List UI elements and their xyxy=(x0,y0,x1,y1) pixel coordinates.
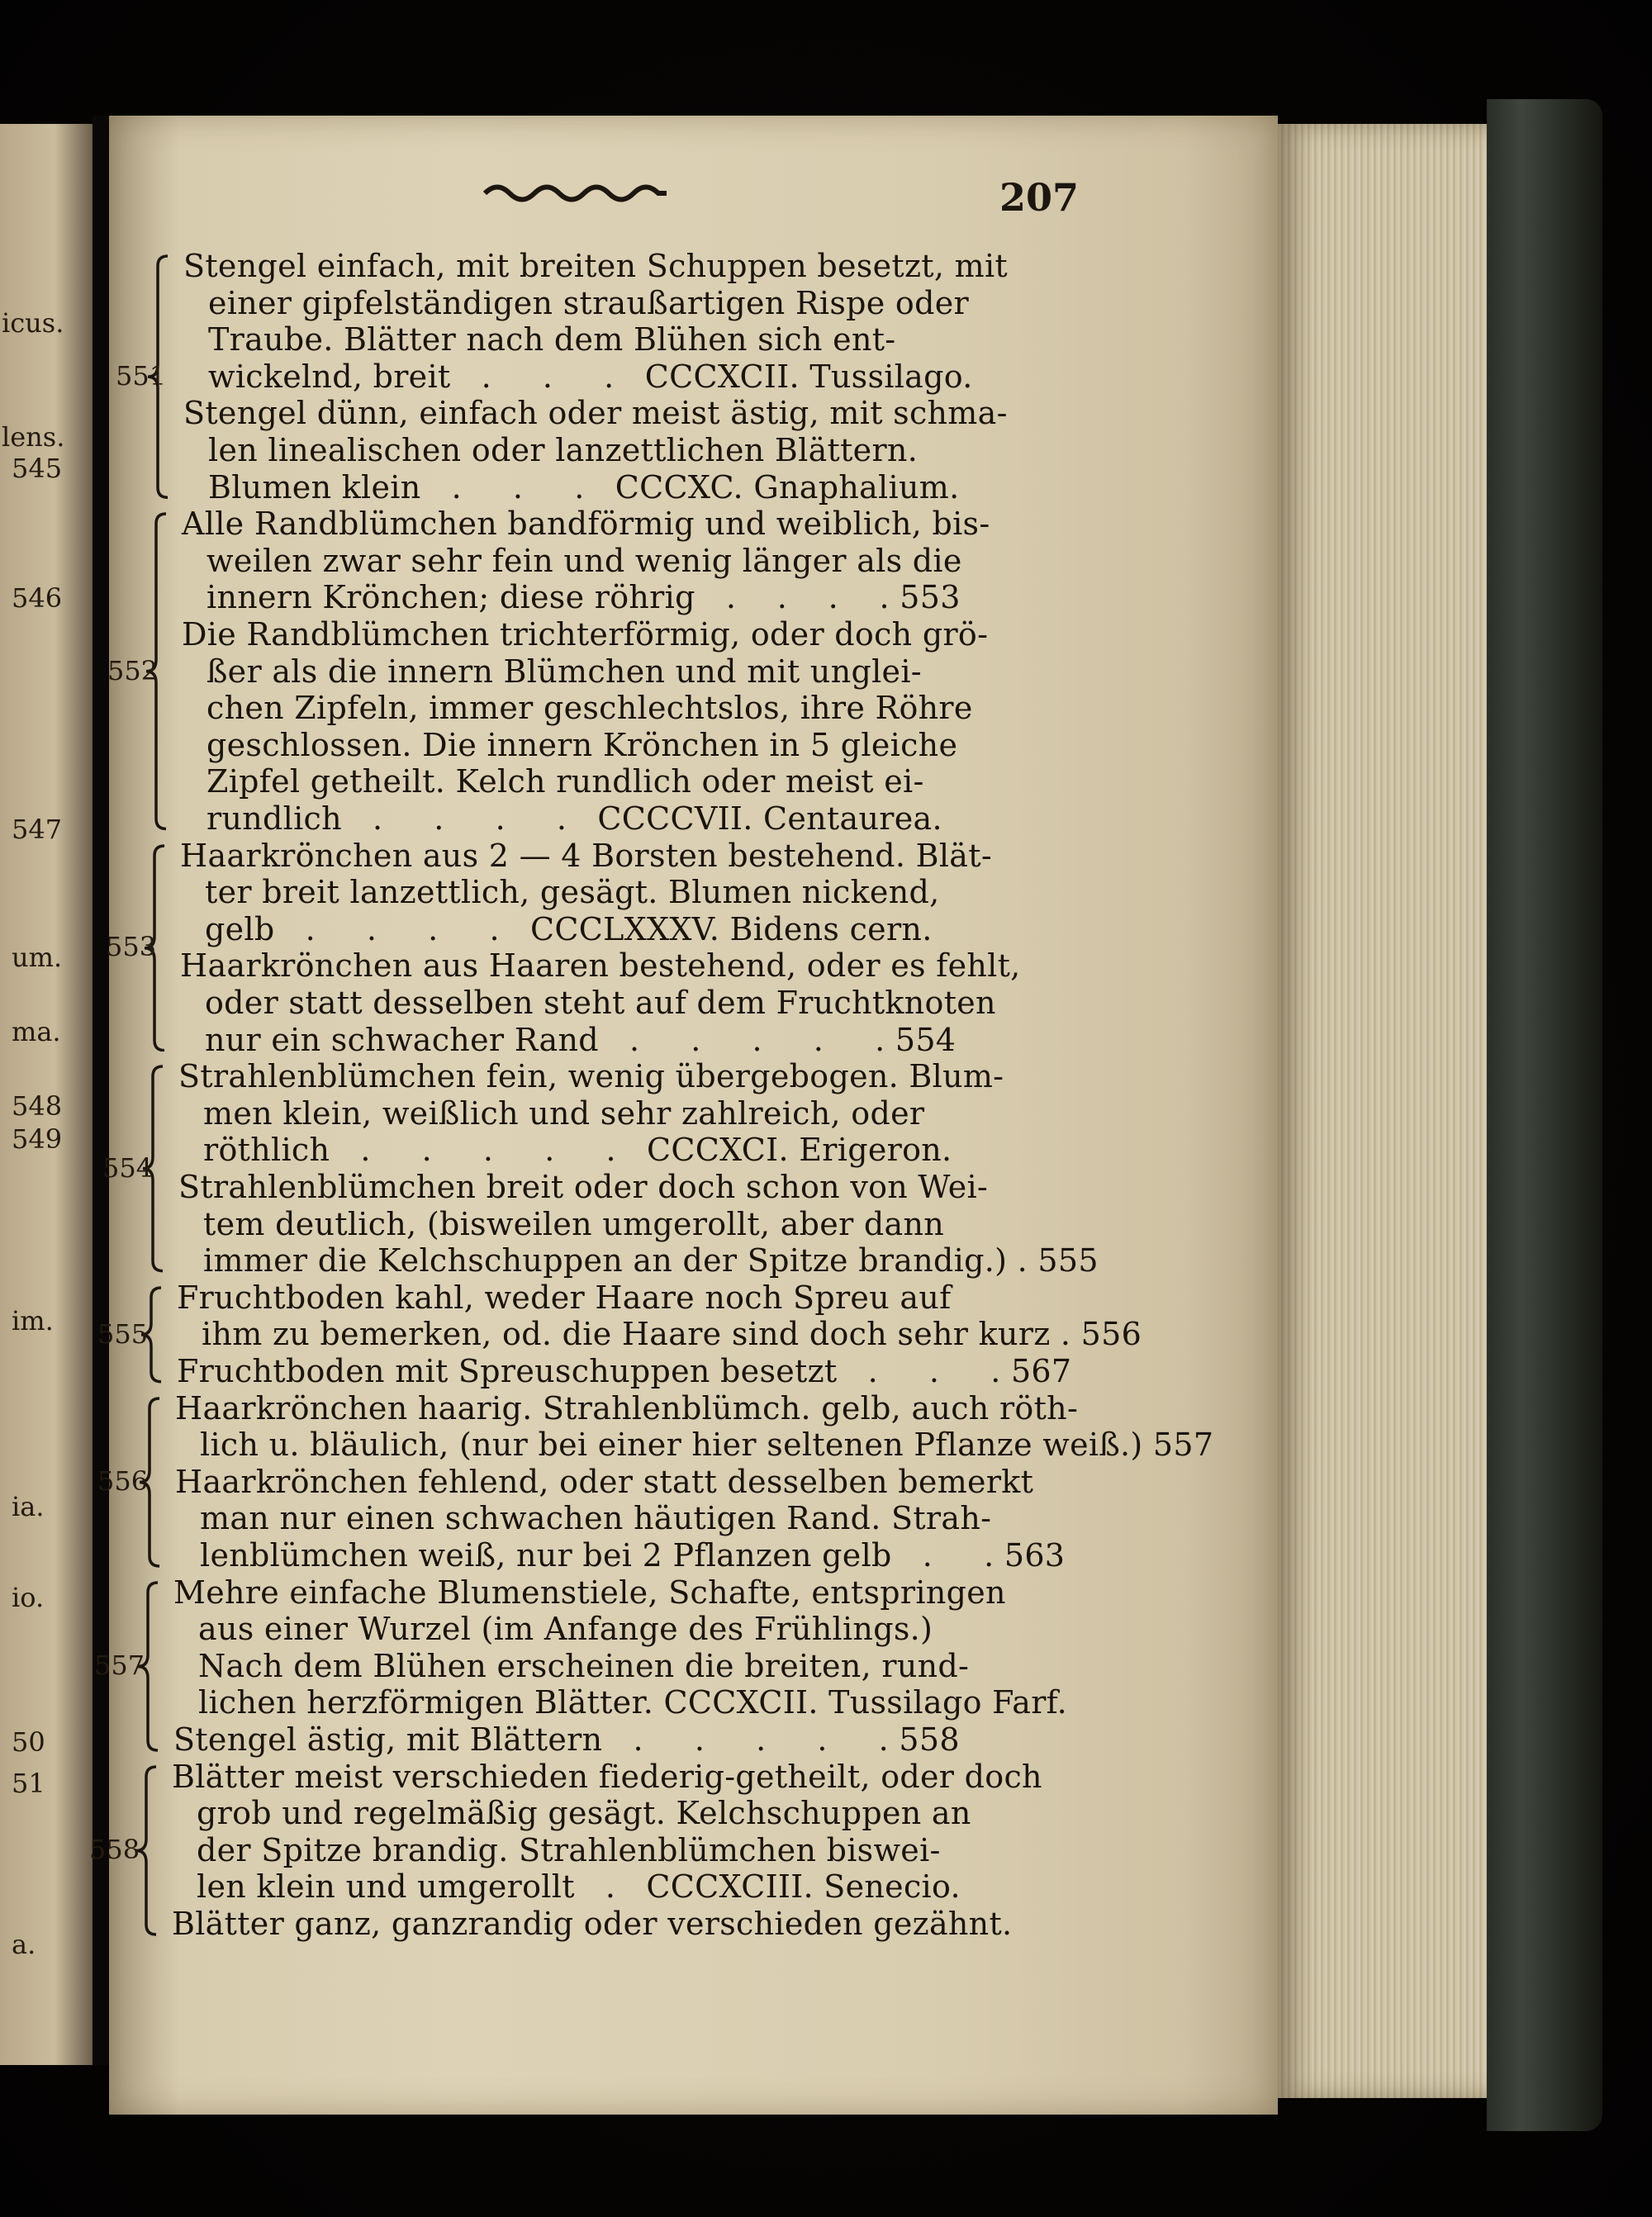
margin-fragment: io. xyxy=(12,1582,45,1613)
key-line: lenblümchen weiß, nur bei 2 Pflanzen gelb . . 563 xyxy=(200,1537,1066,1574)
key-line: nur ein schwacher Rand . . . . . 554 xyxy=(205,1021,957,1058)
key-line: einer gipfelständigen straußartigen Rispe oder xyxy=(208,284,969,321)
key-line: gelb . . . . CCCLXXXV. Bidens cern. xyxy=(205,910,933,947)
couplet-number: 555 xyxy=(97,1317,149,1350)
key-line: Stengel ästig, mit Blättern . . . . . 558 xyxy=(173,1721,960,1758)
key-line: ßer als die innern Blümchen und mit unglei- xyxy=(206,653,922,690)
key-line: Blumen klein . . . CCCXC. Gnaphalium. xyxy=(208,468,960,506)
head-ornament xyxy=(483,183,669,203)
key-line: grob und regelmäßig gesägt. Kelchschuppen an xyxy=(197,1795,971,1832)
margin-fragment: 51 xyxy=(12,1768,45,1799)
key-line: oder statt desselben steht auf dem Fruchtknoten xyxy=(205,985,996,1021)
key-line: Haarkrönchen fehlend, oder statt desselben bemerkt xyxy=(175,1463,1034,1500)
key-line: Strahlenblümchen fein, wenig übergebogen. Blum- xyxy=(178,1058,1004,1095)
margin-fragment: 548 xyxy=(12,1090,63,1122)
margin-fragment: 50 xyxy=(12,1726,45,1758)
key-line: Blätter ganz, ganzrandig oder verschieden gezähnt. xyxy=(172,1906,1013,1942)
key-line: Fruchtboden kahl, weder Haare noch Spreu auf xyxy=(177,1279,952,1316)
key-line: tem deutlich, (bisweilen umgerollt, aber dann xyxy=(203,1205,945,1242)
couplet-number: 553 xyxy=(106,931,157,963)
margin-fragment: ia. xyxy=(12,1491,45,1522)
key-line: Haarkrönchen haarig. Strahlenblümch. gelb, auch röth- xyxy=(175,1389,1079,1427)
key-line: Nach dem Blühen erscheinen die breiten, rund- xyxy=(198,1647,970,1684)
margin-fragment: ma. xyxy=(12,1016,61,1047)
key-line: man nur einen schwachen häutigen Rand. Strah- xyxy=(200,1500,992,1537)
key-line: Traube. Blätter nach dem Blühen sich ent- xyxy=(208,321,896,358)
page-number: 207 xyxy=(999,175,1080,220)
key-line: len linealischen oder lanzettlichen Blättern. xyxy=(208,432,919,468)
key-line: Alle Randblümchen bandförmig und weiblich, bis- xyxy=(182,506,990,543)
key-line: chen Zipfeln, immer geschlechtslos, ihre Röhre xyxy=(206,690,973,727)
key-line: der Spitze brandig. Strahlenblümchen biswei- xyxy=(197,1831,941,1868)
key-line: röthlich . . . . . CCCXCI. Erigeron. xyxy=(203,1132,952,1169)
couplet-number: 558 xyxy=(89,1834,140,1866)
couplet-number: 557 xyxy=(94,1650,145,1682)
book-cover xyxy=(1487,99,1602,2131)
margin-fragment: icus. xyxy=(2,307,64,339)
key-line: Haarkrönchen aus Haaren bestehend, oder es fehlt, xyxy=(180,947,1021,985)
key-line: Zipfel getheilt. Kelch rundlich oder meist ei- xyxy=(206,763,924,800)
margin-fragment: 549 xyxy=(12,1123,63,1155)
key-line: Strahlenblümchen breit oder doch schon von Wei- xyxy=(178,1169,989,1205)
key-line: geschlossen. Die innern Krönchen in 5 gleiche xyxy=(206,726,958,763)
key-line: rundlich . . . . CCCCVII. Centaurea. xyxy=(206,800,942,837)
margin-fragment: lens. xyxy=(2,421,65,453)
key-line: len klein und umgerollt . CCCXCIII. Senecio. xyxy=(197,1868,961,1906)
margin-fragment: 545 xyxy=(12,453,63,484)
key-line: ter breit lanzettlich, gesägt. Blumen nickend, xyxy=(205,874,940,911)
couplet-number: 552 xyxy=(107,654,159,686)
key-line: Fruchtboden mit Spreuschuppen besetzt . . . 567 xyxy=(177,1353,1072,1389)
key-line: Haarkrönchen aus 2 — 4 Borsten bestehend. Blät- xyxy=(180,837,992,874)
key-line: Die Randblümchen trichterförmig, oder doch grö- xyxy=(182,616,989,653)
key-line: men klein, weißlich und sehr zahlreich, oder xyxy=(203,1094,925,1132)
key-line: Blätter meist verschieden fiederig-getheilt, oder doch xyxy=(172,1758,1042,1795)
key-line: lich u. bläulich, (nur bei einer hier seltenen Pflanze weiß.) 557 xyxy=(200,1427,1214,1464)
key-line: aus einer Wurzel (im Anfange des Frühlings.) xyxy=(198,1611,933,1648)
couplet-number: 554 xyxy=(102,1152,154,1184)
couplet-number: 556 xyxy=(97,1465,149,1498)
key-line: Mehre einfache Blumenstiele, Schafte, entspringen xyxy=(173,1574,1006,1611)
key-line: ihm zu bemerken, od. die Haare sind doch sehr kurz . 556 xyxy=(202,1316,1142,1353)
key-line: Stengel dünn, einfach oder meist ästig, mit schma- xyxy=(183,395,1008,432)
margin-fragment: a. xyxy=(12,1929,36,1960)
margin-fragment: 547 xyxy=(12,814,63,845)
key-line: weilen zwar sehr fein und wenig länger als die xyxy=(206,542,962,579)
gutter xyxy=(93,116,111,2065)
margin-fragment: um. xyxy=(12,942,63,973)
key-line: wickelnd, breit . . . CCCXCII. Tussilago. xyxy=(208,358,973,395)
couplet-number: 551 xyxy=(116,360,167,392)
key-line: innern Krönchen; diese röhrig . . . . 553 xyxy=(206,579,961,616)
page-edges xyxy=(1278,124,1509,2098)
margin-fragment: im. xyxy=(12,1305,54,1336)
margin-fragment: 546 xyxy=(12,582,63,614)
key-line: Stengel einfach, mit breiten Schuppen besetzt, mit xyxy=(183,248,1008,284)
key-line: lichen herzförmigen Blätter. CCCXCII. Tussilago Farf. xyxy=(198,1684,1068,1721)
key-line: immer die Kelchschuppen an der Spitze brandig.) . 555 xyxy=(203,1242,1099,1279)
